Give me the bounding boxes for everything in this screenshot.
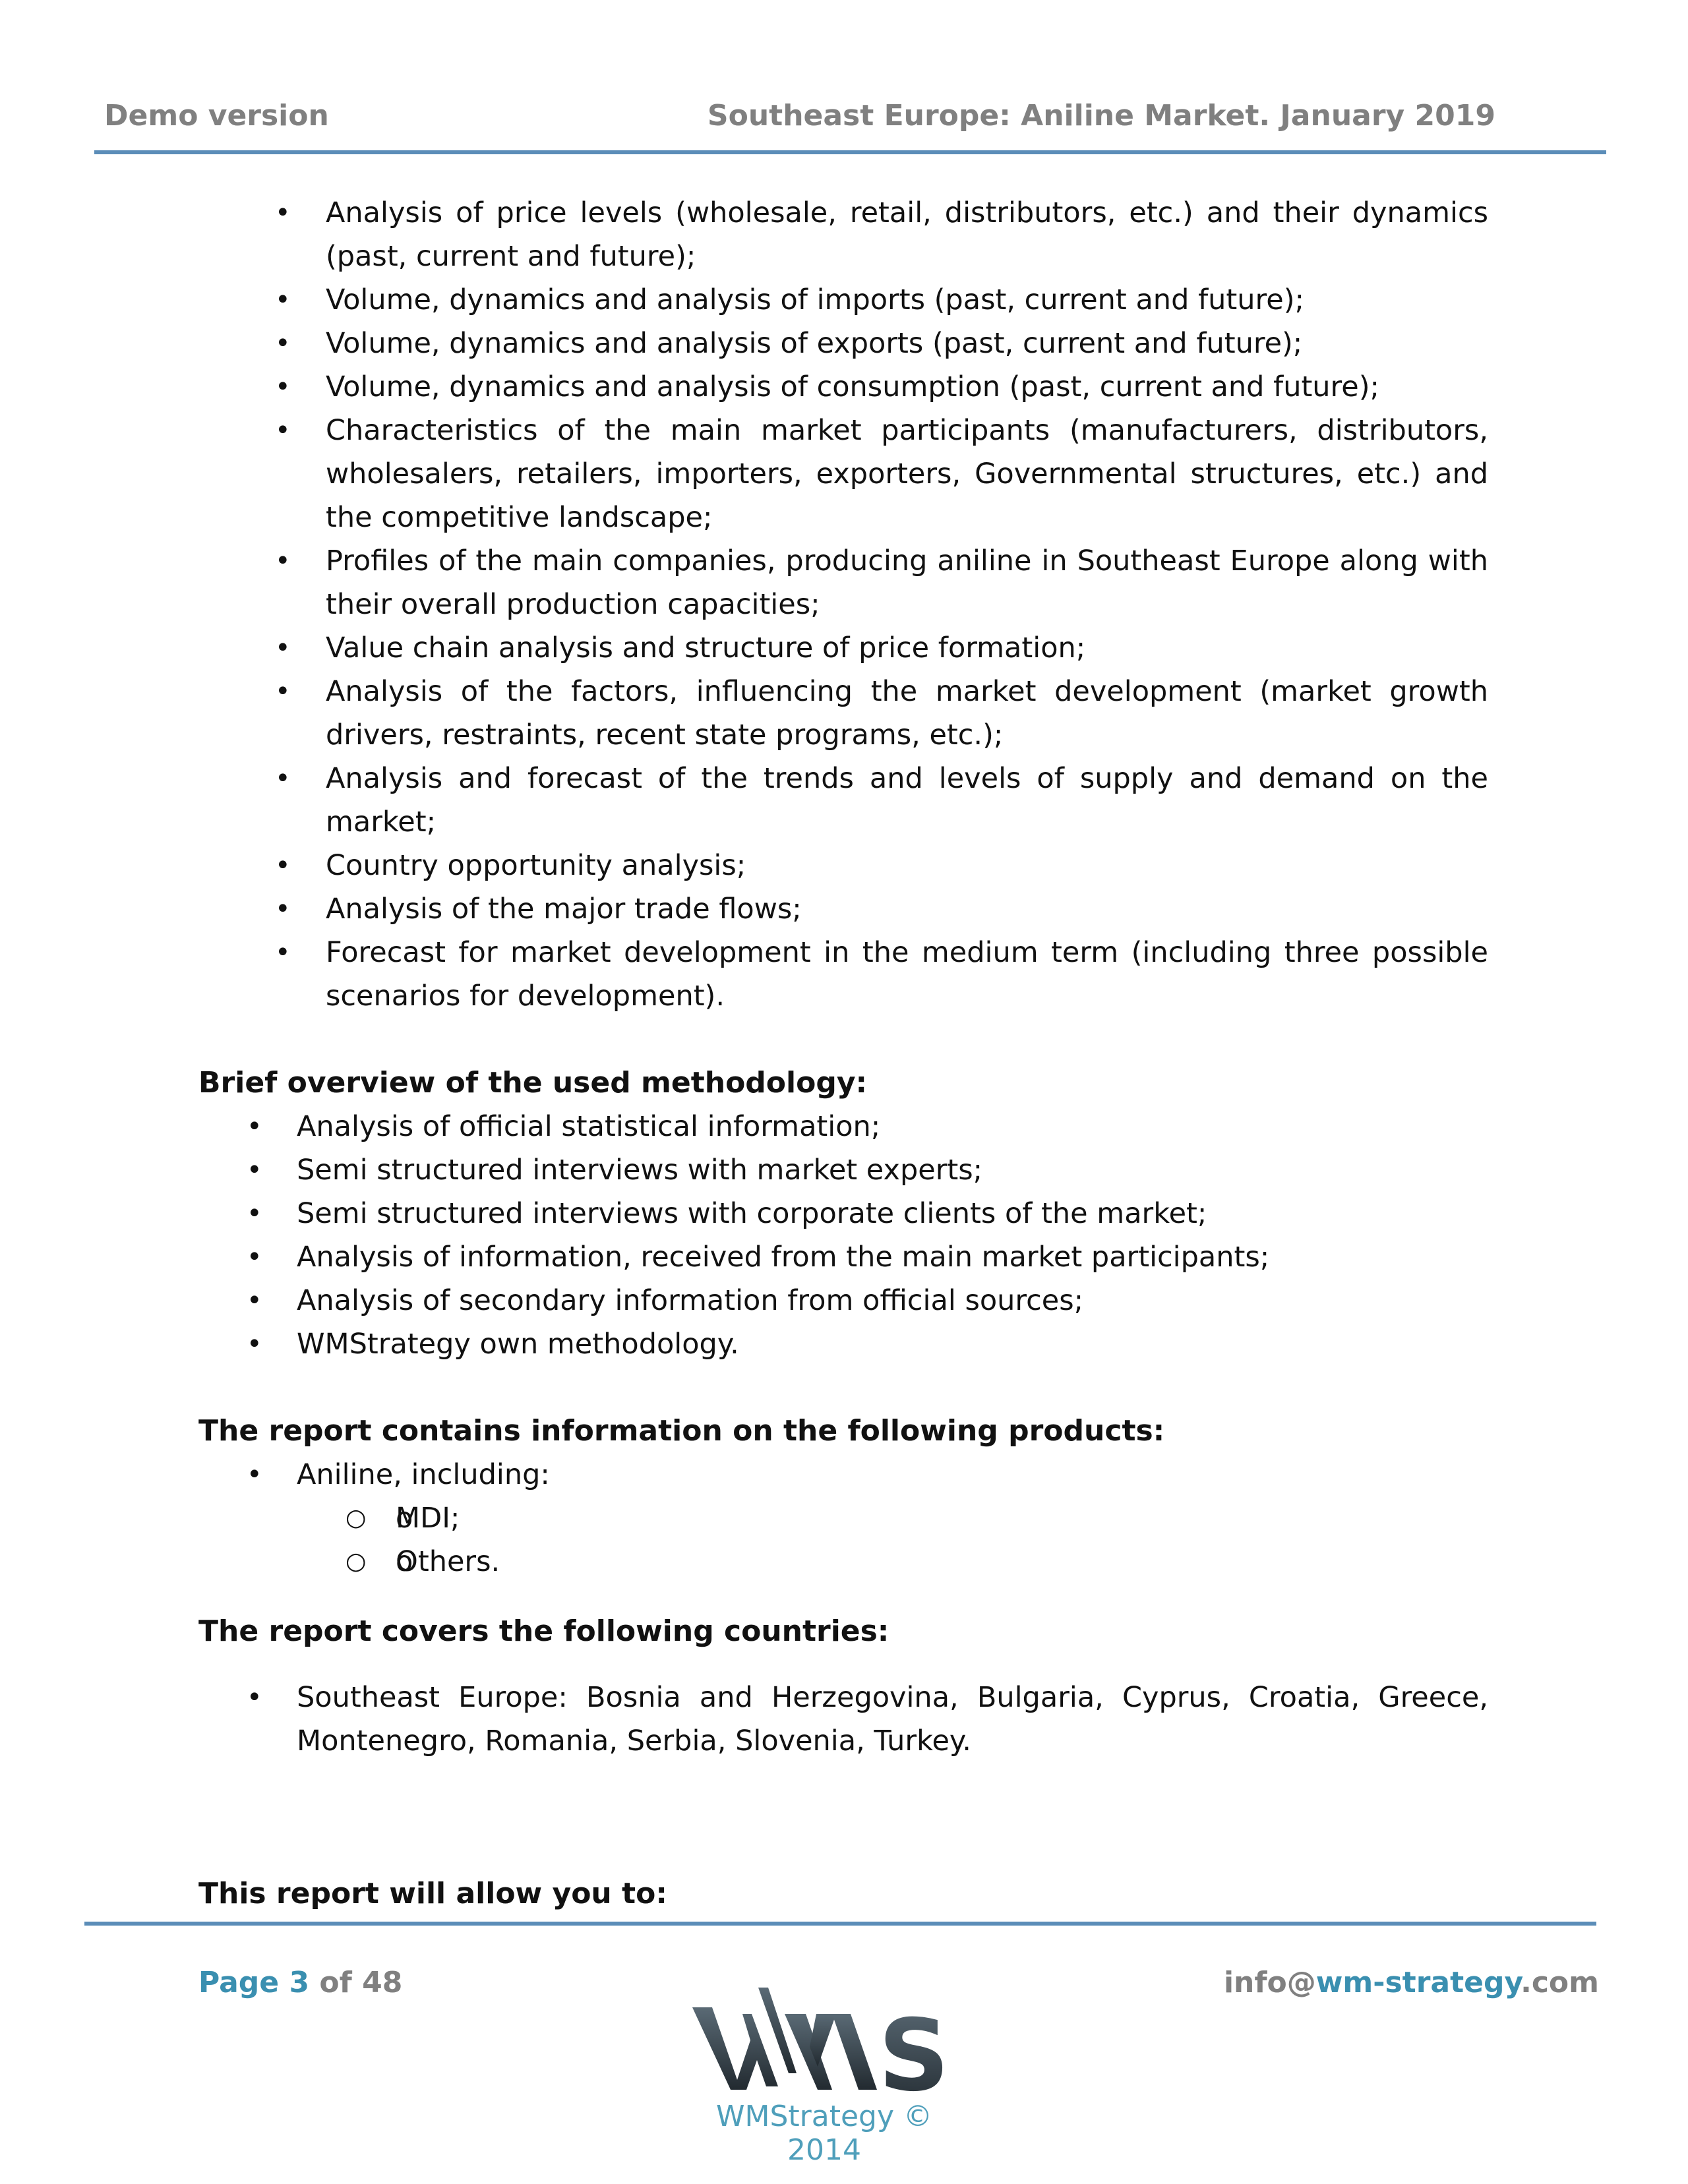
list-item: • Volume, dynamics and analysis of consumption (past, current and future); <box>198 365 1488 409</box>
product-label: Aniline, including: <box>297 1458 550 1491</box>
list-item: • Country opportunity analysis; <box>198 844 1488 887</box>
products-sublist <box>198 1496 1488 1583</box>
of-word: of <box>319 1966 352 1999</box>
list-item: • Analysis and forecast of the trends and levels of supply and demand on the market; <box>198 757 1488 844</box>
page-word: Page <box>198 1966 280 1999</box>
list-item: • Volume, dynamics and analysis of exports (past, current and future); <box>198 322 1488 365</box>
logo-letter-s: S <box>878 1999 950 2113</box>
methodology-list <box>198 1105 1488 1366</box>
main-content <box>198 191 1488 1916</box>
header-right-text: Southeast Europe: Aniline Market. January 2019 <box>707 99 1495 133</box>
list-item: • Southeast Europe: Bosnia and Herzegovina, Bulgaria, Cyprus, Croatia, Greece, Montenegro, Romania, Serbia, Slovenia, Turkey. <box>198 1676 1488 1763</box>
circle-bullet-icon: o ○ <box>346 1504 367 1531</box>
logo-caption: WMStrategy © 2014 <box>716 2100 932 2167</box>
circle-bullet-icon: o ○ <box>346 1548 367 1575</box>
page-total: 48 <box>362 1966 403 1999</box>
list-item: • Semi structured interviews with market experts; <box>198 1148 1488 1192</box>
list-item: • WMStrategy own methodology. <box>198 1322 1488 1366</box>
list-item: • Analysis of secondary information from official sources; <box>198 1279 1488 1322</box>
list-item: • Semi structured interviews with corporate clients of the market; <box>198 1192 1488 1235</box>
methodology-heading: Brief overview of the used methodology: <box>198 1066 868 1100</box>
email-tld: .com <box>1521 1966 1599 1999</box>
page-indicator <box>198 1966 402 1999</box>
list-item: • Analysis of the major trade flows; <box>198 887 1488 931</box>
page-number: 3 <box>289 1966 310 1999</box>
countries-heading: The report covers the following countries: <box>198 1614 889 1648</box>
list-item: • Analysis of price levels (wholesale, retail, distributors, etc.) and their dynamics (past, current and future); <box>198 191 1488 278</box>
scope-list <box>198 191 1488 1018</box>
sublist-item-label: Others. <box>396 1545 500 1578</box>
sublist-item <box>297 1496 1488 1540</box>
sublist-item <box>297 1540 1488 1583</box>
list-item: • Characteristics of the main market participants (manufacturers, distributors, wholesalers, retailers, importers, exporters, Governmental structures, etc.) and the competitive landscape; <box>198 409 1488 539</box>
header-divider <box>94 150 1606 154</box>
list-item: • Volume, dynamics and analysis of imports (past, current and future); <box>198 278 1488 322</box>
list-item: • Value chain analysis and structure of price formation; <box>198 626 1488 670</box>
contact-email[interactable] <box>1224 1966 1599 1999</box>
allow-heading: This report will allow you to: <box>198 1877 667 1910</box>
list-item: • Analysis of the factors, influencing the market development (market growth drivers, restraints, recent state programs, etc.); <box>198 670 1488 757</box>
header-left-text: Demo version <box>104 99 329 133</box>
list-item: • Analysis of official statistical information; <box>198 1105 1488 1148</box>
email-domain: wm-strategy <box>1315 1966 1521 1999</box>
list-item: • Forecast for market development in the medium term (including three possible scenarios for development). <box>198 931 1488 1018</box>
list-item <box>198 1453 1488 1496</box>
countries-list <box>198 1676 1488 1763</box>
products-list <box>198 1453 1488 1496</box>
list-item: • Analysis of information, received from the main market participants; <box>198 1235 1488 1279</box>
footer-divider <box>84 1922 1596 1926</box>
sublist-item-label: MDI; <box>396 1502 460 1535</box>
products-heading: The report contains information on the following products: <box>198 1414 1165 1448</box>
email-user: info@ <box>1223 1966 1316 1999</box>
list-item: • Profiles of the main companies, producing aniline in Southeast Europe along with their overall production capacities; <box>198 539 1488 626</box>
